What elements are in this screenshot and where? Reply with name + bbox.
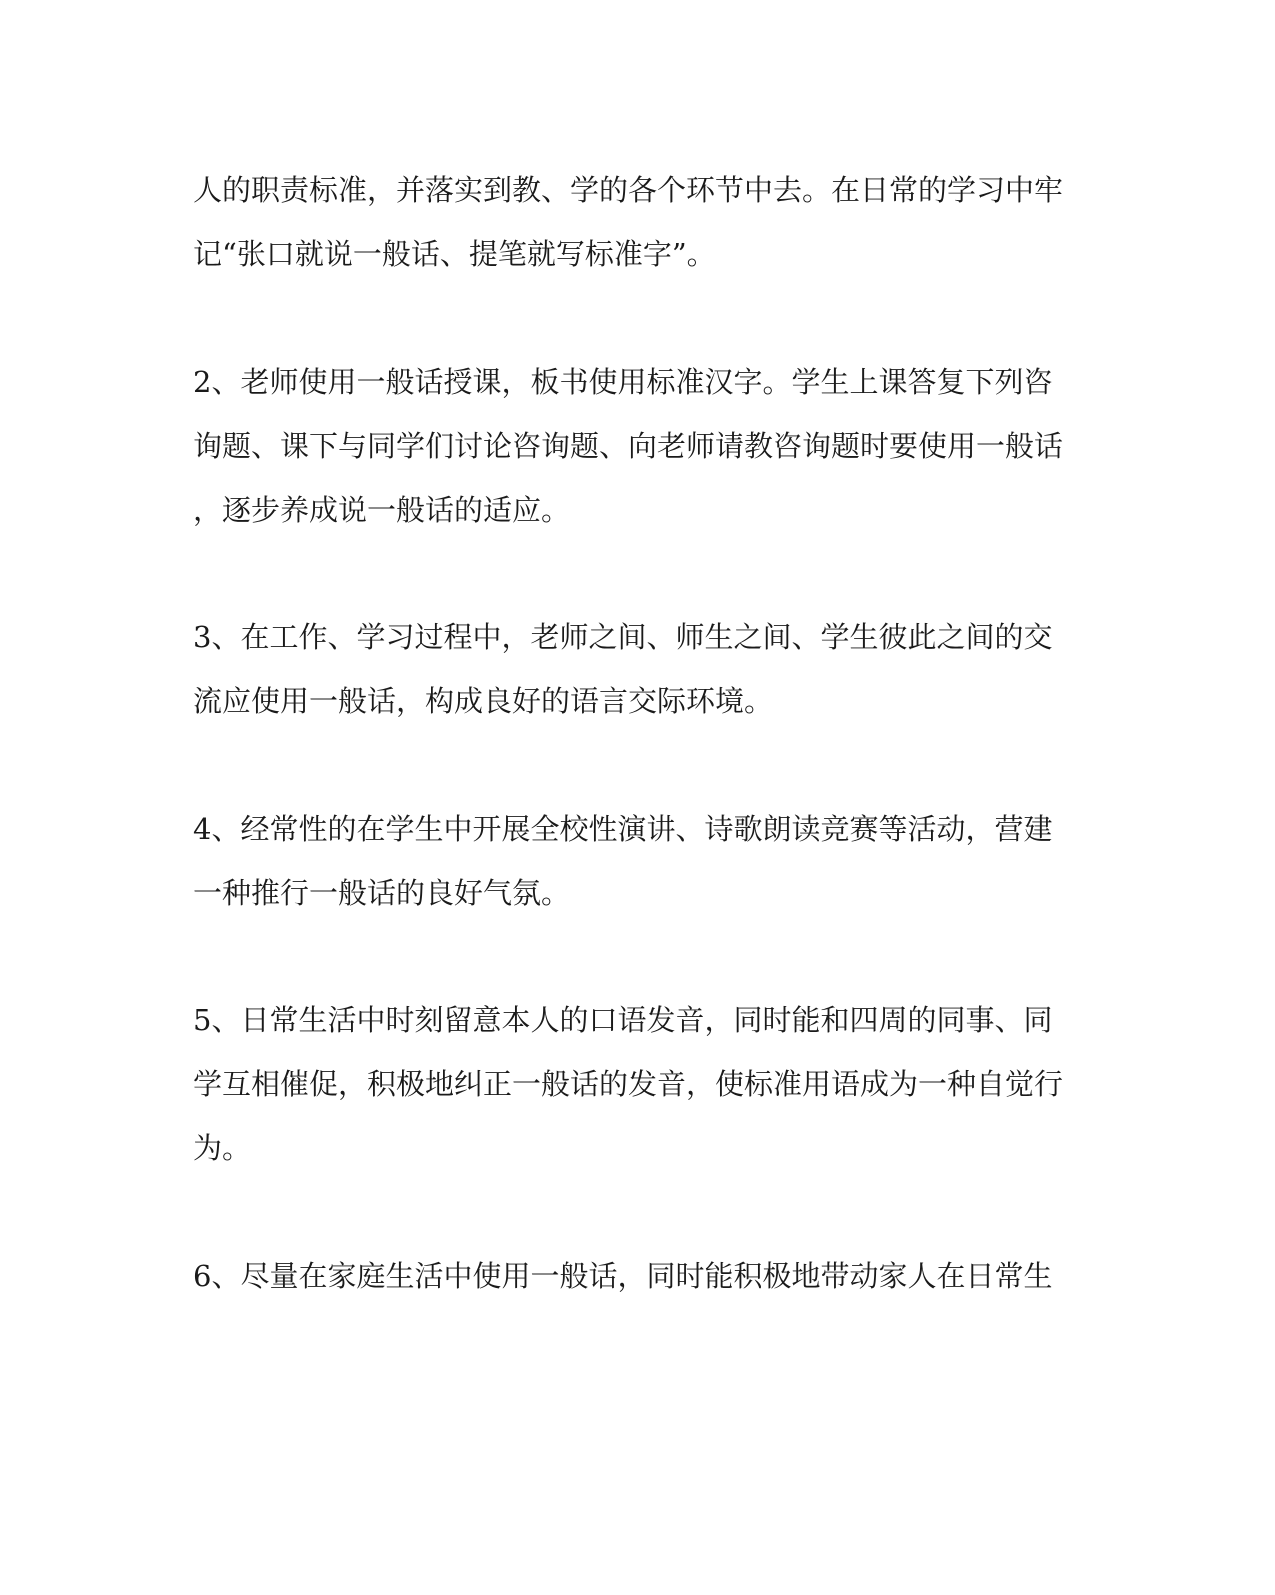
text-line: 为。 — [193, 1131, 252, 1165]
text-line: 2、老师使用一般话授课，板书使用标准汉字。学生上课答复下列咨 — [193, 365, 1053, 399]
text-line: 4、经常性的在学生中开展全校性演讲、诗歌朗读竞赛等活动，营建 — [193, 812, 1053, 846]
text-line: 3、在工作、学习过程中，老师之间、师生之间、学生彼此之间的交 — [193, 620, 1053, 654]
text-line: 询题、课下与同学们讨论咨询题、向老师请教咨询题时要使用一般话 — [193, 429, 1064, 463]
text-line: 流应使用一般话，构成良好的语言交际环境。 — [193, 684, 774, 718]
text-line: 5、日常生活中时刻留意本人的口语发音，同时能和四周的同事、同 — [193, 1003, 1053, 1037]
text-line: ，逐步养成说一般话的适应。 — [193, 493, 571, 527]
text-line: 一种推行一般话的良好气氛。 — [193, 876, 571, 910]
text-line: 学互相催促，积极地纠正一般话的发音，使标准用语成为一种自觉行 — [193, 1067, 1064, 1101]
text-line: 6、尽量在家庭生活中使用一般话，同时能积极地带动家人在日常生 — [193, 1259, 1053, 1293]
text-line: 记“张口就说一般话、提笔就写标准字”。 — [193, 237, 716, 271]
text-line: 人的职责标准，并落实到教、学的各个环节中去。在日常的学习中牢 — [193, 173, 1064, 207]
